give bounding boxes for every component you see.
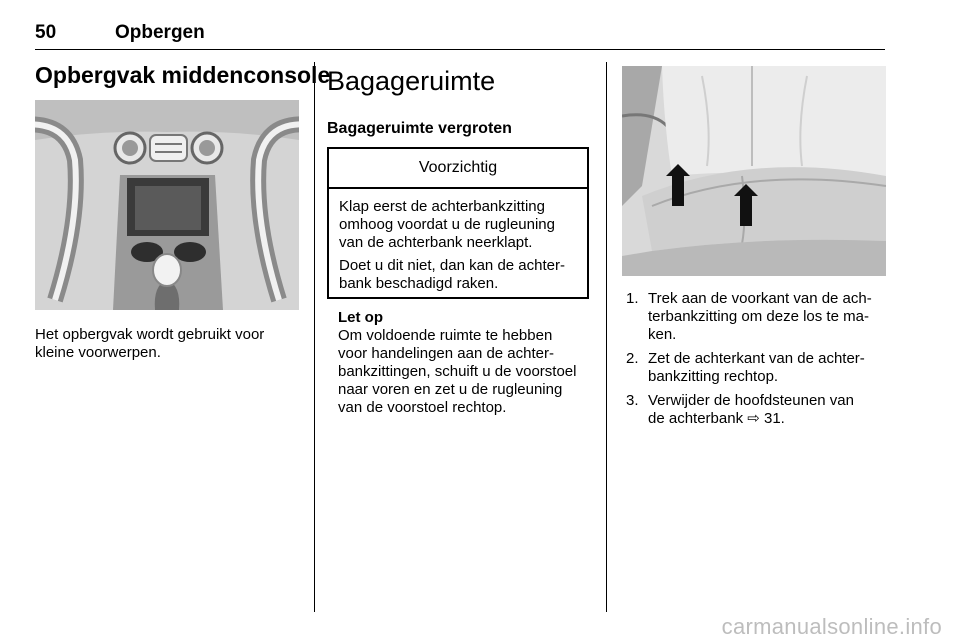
- console-text-line: kleine voorwerpen.: [35, 344, 161, 361]
- step-list: [626, 290, 888, 434]
- note-line: naar voren en zet u de rugleuning: [338, 381, 563, 398]
- step-line: terbankzitting om deze los te ma-: [648, 308, 869, 325]
- caution-box: [327, 147, 589, 299]
- note-text: [338, 327, 600, 417]
- caution-body: [329, 189, 587, 293]
- step-number: 2.: [626, 350, 639, 367]
- chapter-title: Opbergen: [115, 22, 205, 43]
- console-text-line: Het opbergvak wordt gebruikt voor: [35, 326, 265, 343]
- subheading-enlarge: Bagageruimte vergroten: [327, 120, 512, 137]
- column-divider-2: [606, 62, 607, 612]
- watermark: carmanualsonline.info: [721, 614, 942, 639]
- section-heading-console: Opbergvak middenconsole: [35, 62, 331, 88]
- page-number: 50: [35, 22, 57, 43]
- step-line: ken.: [648, 326, 677, 343]
- caution-paragraph: [339, 198, 577, 252]
- caution-line: Doet u dit niet, dan kan de achter-: [339, 257, 565, 274]
- caution-paragraph: [339, 257, 577, 293]
- center-console-illustration: [35, 100, 299, 310]
- step-item: [626, 350, 888, 386]
- step-number: 1.: [626, 290, 639, 307]
- step-line: Zet de achterkant van de achter-: [648, 350, 865, 367]
- step-item: [626, 392, 888, 428]
- note-line: voor handelingen aan de achter-: [338, 345, 554, 362]
- header-rule: [35, 49, 885, 50]
- section-heading-luggage: Bagageruimte: [327, 66, 496, 96]
- step-line: de achterbank ⇨ 31.: [648, 410, 785, 427]
- column-divider-1: [314, 62, 315, 612]
- note-line: Om voldoende ruimte te hebben: [338, 327, 553, 344]
- caution-line: van de achterbank neerklapt.: [339, 234, 533, 251]
- step-line: bankzitting rechtop.: [648, 368, 779, 385]
- step-item: [626, 290, 888, 344]
- step-line: Trek aan de voorkant van de ach-: [648, 290, 872, 307]
- step-line: Verwijder de hoofdsteunen van: [648, 392, 854, 409]
- console-description: [35, 326, 299, 362]
- caution-title: Voorzichtig: [329, 149, 587, 189]
- caution-line: Klap eerst de achterbankzitting: [339, 198, 545, 215]
- caution-line: omhoog voordat u de rugleuning: [339, 216, 555, 233]
- note-label: Let op: [338, 309, 383, 326]
- step-number: 3.: [626, 392, 639, 409]
- note-line: bankzittingen, schuift u de voorstoel: [338, 363, 577, 380]
- note-line: van de voorstoel rechtop.: [338, 399, 507, 416]
- rear-seat-illustration: [622, 66, 886, 276]
- caution-line: bank beschadigd raken.: [339, 275, 499, 292]
